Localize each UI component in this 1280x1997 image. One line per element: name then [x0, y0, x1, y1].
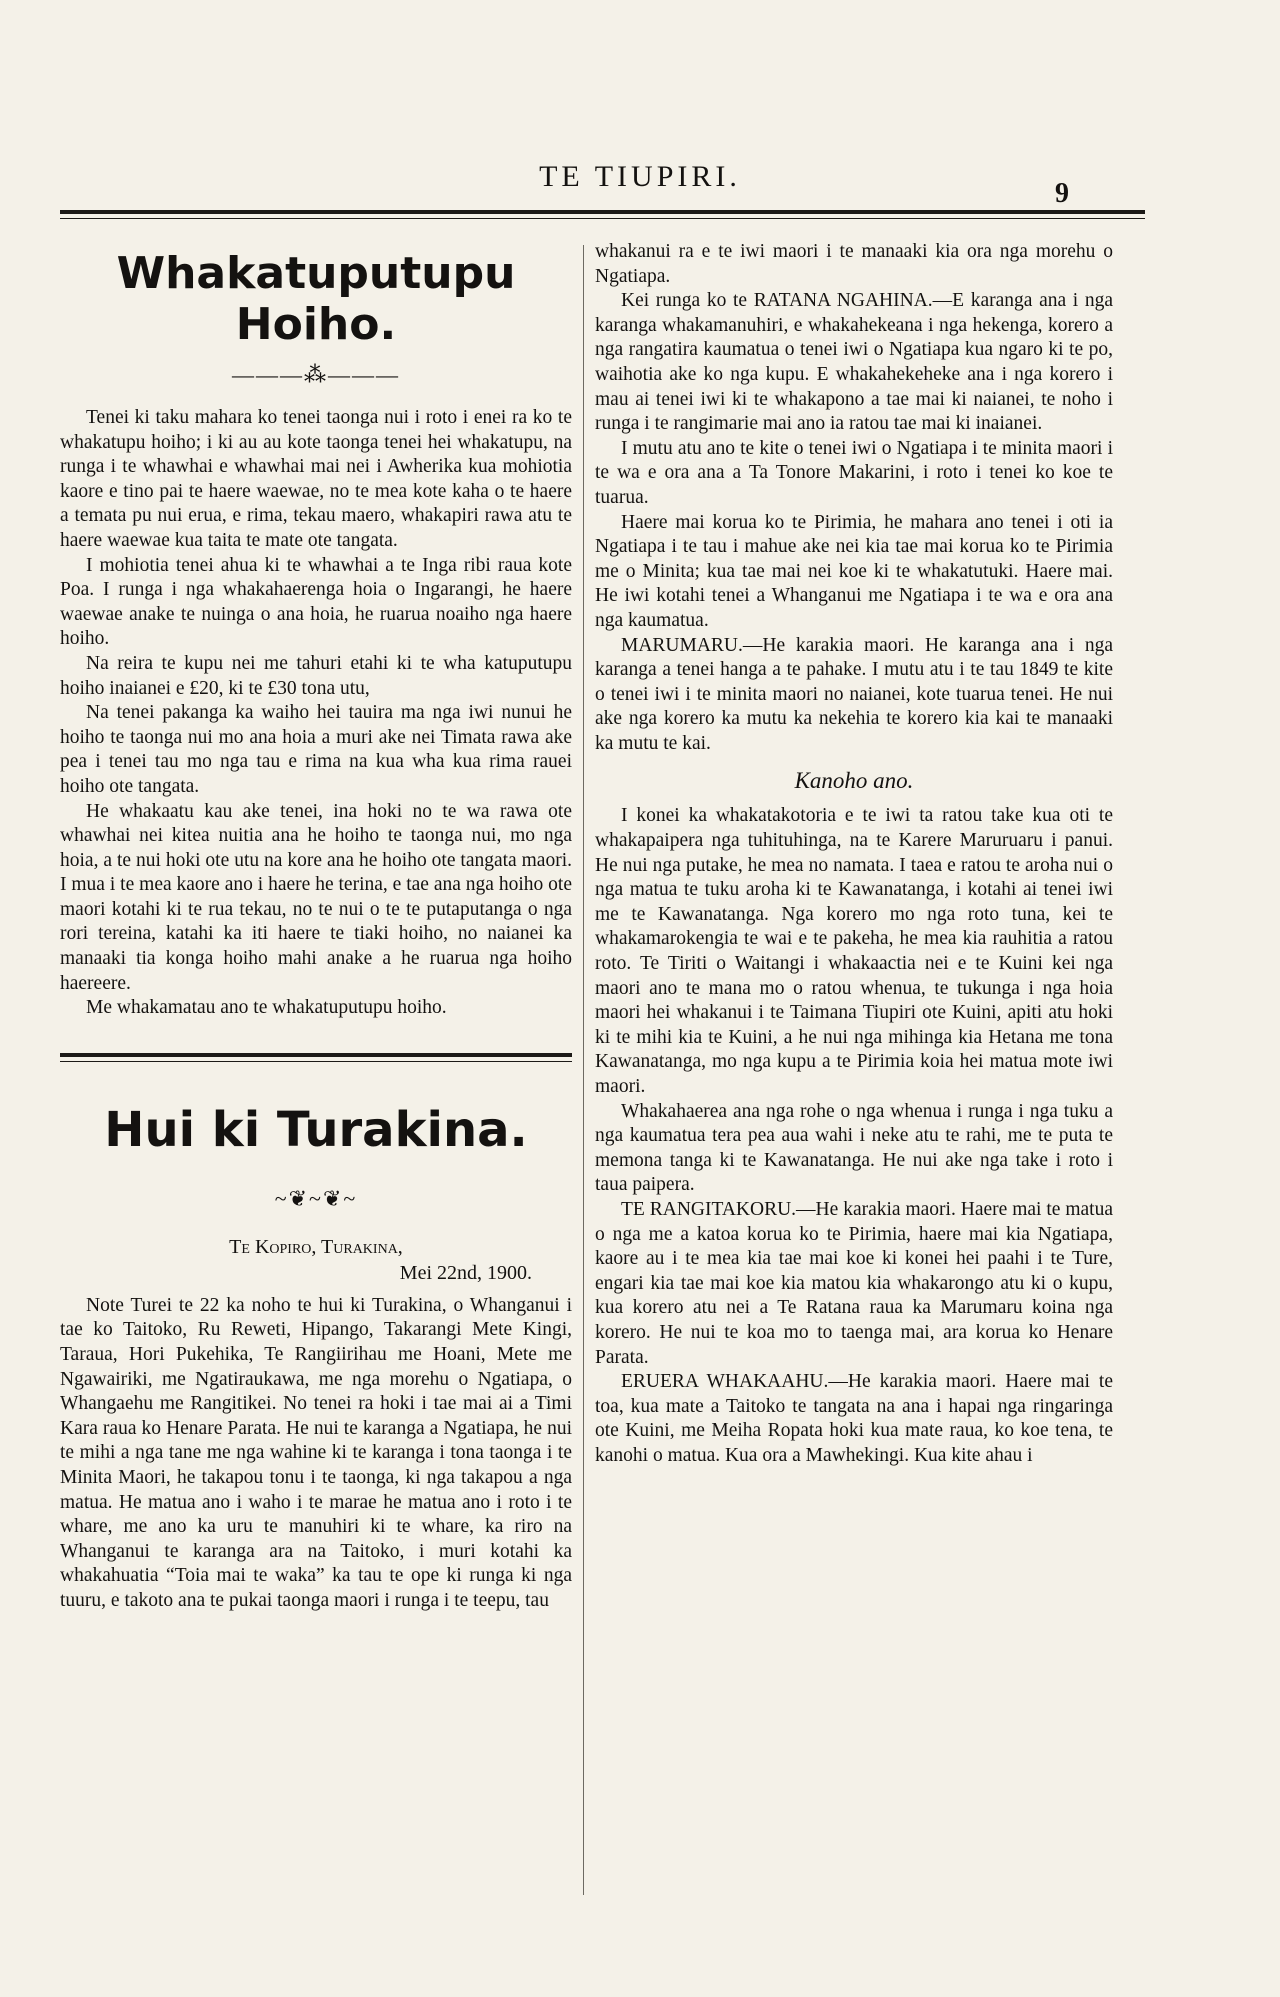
dateline [60, 1234, 572, 1286]
paragraph: Note Turei te 22 ka noho te hui ki Turakina, o Whanganui i tae ko Taitoko, Ru Reweti, Hipango, Takarangi Mete Kingi, Taraua, Hori Pukehika, Te Rangiirihau me Hoani, Mete me Ngawairiki, me Ngatiraukawa, me nga morehu o Ngatiapa, o Whangaehu me Rangitikei. No tenei ra hoki i tae mai ai a Timi Kara raua ko Henare Parata. He nui te karanga a Ngatiapa, he nui te mihi a nga tane me nga wahine ki te karanga i tona taonga i te Minita Maori, he takapou tonu i te taonga, ki nga takapou a nga matua. He matua ano i waho i te marae he matua ano i roto i te whare, me ano ka uru te manuhiri ki te whare, ka riro na Whanganui te karanga ara na Taitoko, i muri kotahi ka whakahuatia “Toia mai te waka” ka tau te ope ki runga ki nga tuuru, e takoto ana te pukai taonga maori i runga i te teepu, tau [60, 1294, 572, 1611]
paragraph: Kei runga ko te RATANA NGAHINA.—E karanga ana i nga karanga whakamanuhiri, e whakahekeana i nga hekenga, korero a nga rangatira kaumatua o tenei iwi o Ngatiapa kua ngaro ki te po, waihotia ake ko nga kupu. E whakahekeheke ana i nga korero i mau ai tenei iwi ki te whakapono a tae mai ki naianei, te noho i runga i te rangimarie mai ano ia ratou tae mai ki inaianei. [595, 290, 1113, 435]
subheading-kanoho: Kanoho ano. [794, 768, 914, 794]
ornament-divider: ———⁂——— [232, 362, 400, 387]
paragraph: Me whakamatau ano te whakatuputupu hoiho. [86, 997, 447, 1019]
paragraph: I konei ka whakatakotoria e te iwi ta ratou take kua oti te whakapaipera nga tuhituhinga, na te Karere Maruruaru i panui. He nui nga putake, he mea no namata. I taea e ratou te aroha nui o nga matua te tuku aroha ki te Kawanatanga, i kotahi ai tenei iwi me te Kawanatanga. Nga korero mo nga roto tuna, kei te whakamarokengia te wai e te pakeha, he mea kia rauhitia a ratou roto. Te Tiriti o Waitangi i whakaactia nei e te Kuini kei nga maori ano te mana mo o ratou whenua, te tukunga i nga hoia maori hei whakanui i te Taimana Tiupiri ote Kuini, apiti atu hoki ki te mihi kia te Kuini, a he nui nga mihinga kia Hetana me tona Kawanatanga, mo nga kupu a te Pirimia koia hei matua mote iwi maori. [595, 805, 1113, 1097]
section-rule-thin [60, 1061, 572, 1062]
section-rule-thick [60, 1053, 572, 1057]
article-title-hui: Hui ki Turakina. [104, 1101, 528, 1158]
paragraph: MARUMARU.—He karakia maori. He karanga ana i nga karanga a tenei hanga a te pahake. I mutu atu i te tau 1849 te kite o tenei iwi i te minita maori no naianei, kote tuarua tenei. He nui ake nga korero ka mutu ka nekehia te korero kia kai te manaaki ka mutu te kai. [595, 634, 1113, 754]
article-title-whakatuputupu: Whakatuputupu Hoiho. [116, 248, 516, 350]
paragraph: TE RANGITAKORU.—He karakia maori. Haere mai te matua o nga me a katoa korua ko te Pirimia, haere mai kia Ngatiapa, kaore au i te mea kia tae mai koe ki konei hei paahi i te Ture, engari kia tae mai koe kia matou kia whakarongo atu ki o kupu, kua korero atu nei a Te Ratana raua ka Marumaru koina nga korero. He nui te koa mo to taenga mai, ara korua ko Henare Parata. [595, 1198, 1113, 1368]
paragraph: Na tenei pakanga ka waiho hei tauira ma nga iwi nunui he hoiho te taonga nui mo ana hoia a muri ake nei Timata rawa ake pea i tenei tau mo nga tau e rima na kua wha kua rima rauei hoiho ote tangata. [60, 702, 572, 797]
paragraph: whakanui ra e te iwi maori i te manaaki kia ora nga morehu o Ngatiapa. [595, 241, 1113, 287]
page-number: 9 [1055, 178, 1069, 209]
paragraph: He whakaatu kau ake tenei, ina hoki no te wa rawa ote whawhai nei kitea nuitia ana he hoiho te taonga nui, mo nga hoia, a te nui hoki ote utu na kore ana he hoiho ote tangata maori. I mua i te mea kaore ano i haere he terina, e tae ana nga hoiho ote maori kotahi ki te rua tekau, no te nui o te te putaputanga o nga rori tereina, katahi ka iti haere te tiaki hoiho, no naianei ka manaaki tia konga hoiho mahi anake a he ruarua nga hoiho haereere. [60, 800, 572, 994]
header-rule-thick [60, 210, 1145, 214]
paragraph: ERUERA WHAKAAHU.—He karakia maori. Haere mai te toa, kua mate a Taitoko te tangata na ana i hapai nga ringaringa ote Kuini, me Meiha Ropata hoki kua mate raua, ko koe tena, te kanohi o matua. Kua ora a Mawhekingi. Kua kite ahau i [595, 1371, 1113, 1466]
paragraph: Tenei ki taku mahara ko tenei taonga nui i roto i enei ra ko te whakatupu hoiho; i ki au au kote taonga tenei hei whakatupu, na runga i te whawhai e whawhai mai nei i Awherika kua mohiotia kaore e tino pai te haere waewae, no te mea kote kaha o te haere a temata pu nui erua, e rima, tekau maero, whakapiri rawa atu te haere waewae kua taita te mate ote tangata. [60, 407, 572, 551]
right-column [595, 240, 1113, 1469]
ornament-flourish: ~❦~❦~ [274, 1185, 358, 1211]
left-column [60, 240, 572, 1614]
dateline-place: Te Kopiro, Turakina, [229, 1235, 403, 1258]
paragraph: I mohiotia tenei ahua ki te whawhai a te Inga ribi raua kote Poa. I runga i nga whakahaerenga hoia o Ingarangi, he haere waewae anake te nuinga o ana hoia, he ruarua noaiho nga haere hoiho. [60, 554, 572, 650]
article-body-hui [60, 1294, 572, 1614]
running-title: TE TIUPIRI. [539, 160, 741, 193]
article-body-whakatuputupu [60, 406, 572, 1021]
column-divider [583, 245, 584, 1895]
header-rule-thin [60, 218, 1145, 219]
paragraph: Haere mai korua ko te Pirimia, he mahara ano tenei i oti ia Ngatiapa i te tau i mahue ake nei kia tae mai korua ko te Pirimia me o Minita; kua tae mai nei koe ki te whakatutuki. Haere mai. He iwi kotahi tenei a Whanganui me Ngatiapa i te wa e ora ana nga kaumatua. [595, 511, 1113, 631]
dateline-date: Mei 22nd, 1900. [399, 1261, 532, 1284]
paragraph: Na reira te kupu nei me tahuri etahi ki te wha katuputupu hoiho inaianei e £20, ki te £30 tona utu, [60, 652, 572, 699]
paragraph: I mutu atu ano te kite o tenei iwi o Ngatiapa i te minita maori i te wa e ora ana a Ta Tonore Makarini, i roto i tenei ko koe te tuarua. [595, 437, 1113, 508]
paragraph: Whakahaerea ana nga rohe o nga whenua i runga i nga tuku a nga kaumatua tera pea aua wahi i neke atu te rahi, me te puta te memona tanga ki te Kawanatanga. He nui ake nga take i roto i taua paipera. [595, 1100, 1113, 1196]
